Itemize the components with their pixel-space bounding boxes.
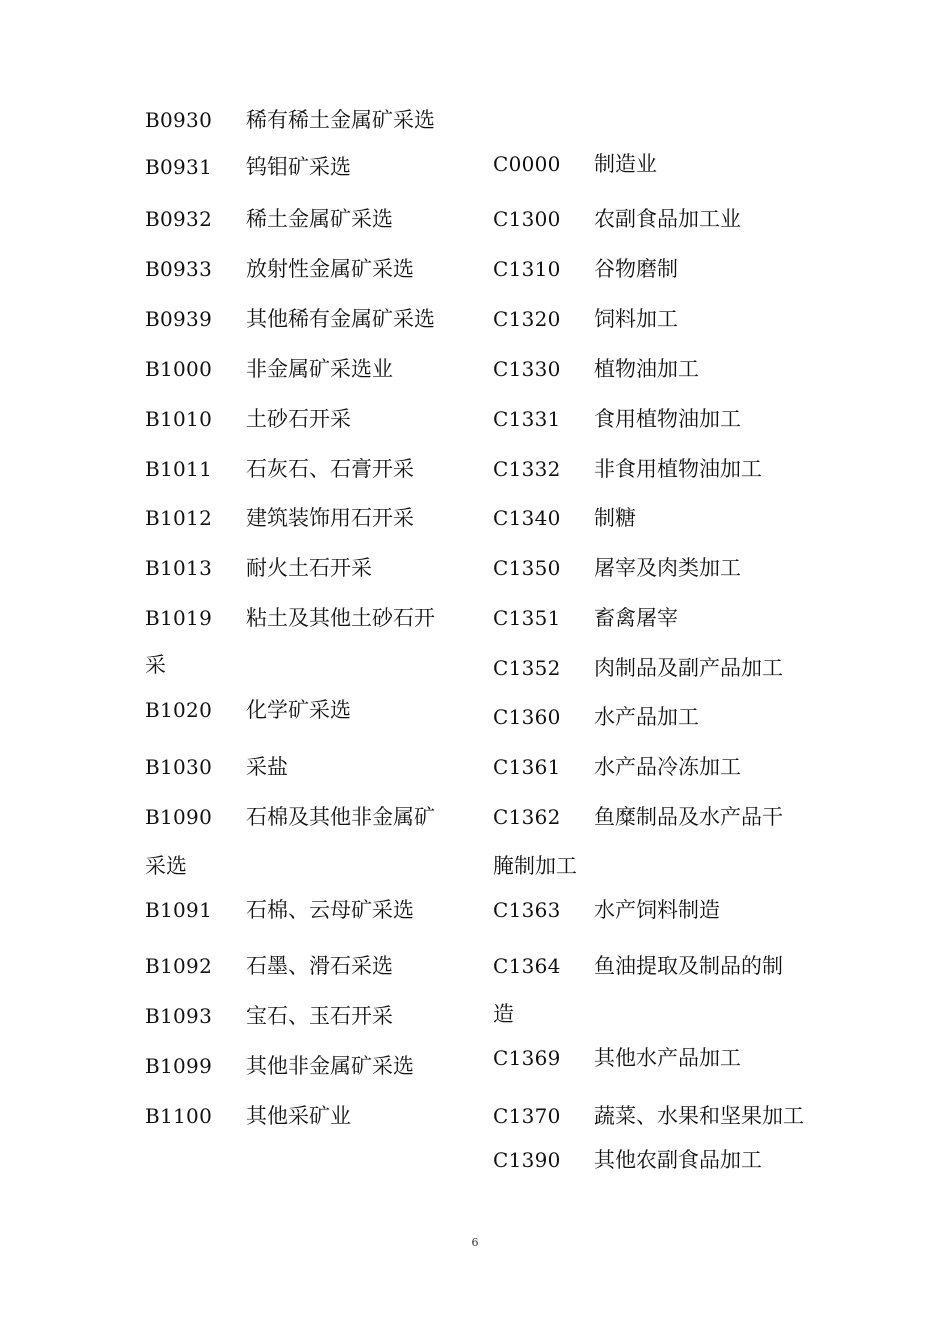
left-entry-code: B1020 (145, 698, 213, 722)
page-number: 6 (471, 1236, 479, 1249)
left-entry-code: B1091 (145, 898, 213, 922)
right-entry-code: C1364 (493, 954, 561, 978)
right-entry-name: 非食用植物油加工 (594, 457, 762, 481)
left-entry-name: 非金属矿采选业 (246, 357, 393, 381)
right-entry-code: C1330 (493, 357, 561, 381)
right-entry-name: 食用植物油加工 (594, 407, 741, 431)
right-entry-name: 鱼糜制品及水产品干 (594, 805, 783, 829)
left-entry-name-continuation: 采 (145, 653, 166, 677)
right-entry-code: C1310 (493, 257, 561, 281)
left-entry-code: B0930 (145, 108, 213, 132)
left-entry-name: 石棉、云母矿采选 (246, 898, 414, 922)
right-entry-name: 屠宰及肉类加工 (594, 556, 741, 580)
left-entry-code: B0931 (145, 155, 213, 179)
left-entry-name: 石墨、滑石采选 (246, 954, 393, 978)
left-entry-name: 放射性金属矿采选 (246, 257, 414, 281)
left-entry-code: B1099 (145, 1054, 213, 1078)
left-entry-code: B1000 (145, 357, 213, 381)
right-entry-name-continuation: 造 (493, 1002, 514, 1026)
right-entry-name: 其他水产品加工 (594, 1046, 741, 1070)
left-entry-name: 稀有稀土金属矿采选 (246, 108, 435, 132)
right-entry-code: C1340 (493, 506, 561, 530)
right-entry-name: 植物油加工 (594, 357, 699, 381)
right-entry-code: C1390 (493, 1148, 561, 1172)
right-entry-code: C1332 (493, 457, 561, 481)
left-entry-code: B1030 (145, 755, 213, 779)
right-entry-name-continuation: 腌制加工 (493, 854, 577, 878)
right-entry-name: 畜禽屠宰 (594, 606, 678, 630)
right-entry-name: 蔬菜、水果和坚果加工 (594, 1104, 804, 1128)
left-entry-name: 石灰石、石膏开采 (246, 457, 414, 481)
right-entry-name: 制糖 (594, 506, 636, 530)
left-entry-code: B0933 (145, 257, 213, 281)
left-entry-name: 钨钼矿采选 (246, 155, 351, 179)
left-entry-code: B1013 (145, 556, 213, 580)
left-entry-name: 采盐 (246, 755, 288, 779)
right-entry-code: C1363 (493, 898, 561, 922)
right-entry-name: 饲料加工 (594, 307, 678, 331)
left-entry-code: B0939 (145, 307, 213, 331)
right-entry-code: C1369 (493, 1046, 561, 1070)
right-entry-code: C1350 (493, 556, 561, 580)
left-entry-code: B1090 (145, 805, 213, 829)
right-entry-name: 鱼油提取及制品的制 (594, 954, 783, 978)
left-entry-name: 耐火土石开采 (246, 556, 372, 580)
right-entry-name: 水产品加工 (594, 705, 699, 729)
left-entry-code: B0932 (145, 207, 213, 231)
right-entry-code: C1361 (493, 755, 561, 779)
right-entry-code: C0000 (493, 152, 561, 176)
left-entry-code: B1011 (145, 457, 213, 481)
right-entry-code: C1320 (493, 307, 561, 331)
left-entry-name-continuation: 采选 (145, 854, 187, 878)
right-entry-name: 制造业 (594, 152, 657, 176)
left-entry-name: 其他稀有金属矿采选 (246, 307, 435, 331)
right-entry-code: C1351 (493, 606, 561, 630)
left-entry-name: 粘土及其他土砂石开 (246, 606, 435, 630)
right-entry-code: C1362 (493, 805, 561, 829)
right-entry-name: 农副食品加工业 (594, 207, 741, 231)
right-entry-name: 水产饲料制造 (594, 898, 720, 922)
right-entry-code: C1360 (493, 705, 561, 729)
left-entry-name: 其他采矿业 (246, 1104, 351, 1128)
left-entry-name: 其他非金属矿采选 (246, 1054, 414, 1078)
left-entry-name: 化学矿采选 (246, 698, 351, 722)
right-entry-name: 其他农副食品加工 (594, 1148, 762, 1172)
left-entry-code: B1019 (145, 606, 213, 630)
left-entry-name: 石棉及其他非金属矿 (246, 805, 435, 829)
left-entry-name: 稀土金属矿采选 (246, 207, 393, 231)
right-entry-name: 肉制品及副产品加工 (594, 656, 783, 680)
right-entry-code: C1331 (493, 407, 561, 431)
left-entry-code: B1012 (145, 506, 213, 530)
left-entry-name: 宝石、玉石开采 (246, 1004, 393, 1028)
left-entry-code: B1092 (145, 954, 213, 978)
right-entry-code: C1352 (493, 656, 561, 680)
right-entry-code: C1370 (493, 1104, 561, 1128)
left-entry-code: B1010 (145, 407, 213, 431)
left-entry-name: 土砂石开采 (246, 407, 351, 431)
right-entry-name: 水产品冷冻加工 (594, 755, 741, 779)
left-entry-code: B1100 (145, 1104, 213, 1128)
right-entry-code: C1300 (493, 207, 561, 231)
left-entry-code: B1093 (145, 1004, 213, 1028)
right-entry-name: 谷物磨制 (594, 257, 678, 281)
left-entry-name: 建筑装饰用石开采 (246, 506, 414, 530)
